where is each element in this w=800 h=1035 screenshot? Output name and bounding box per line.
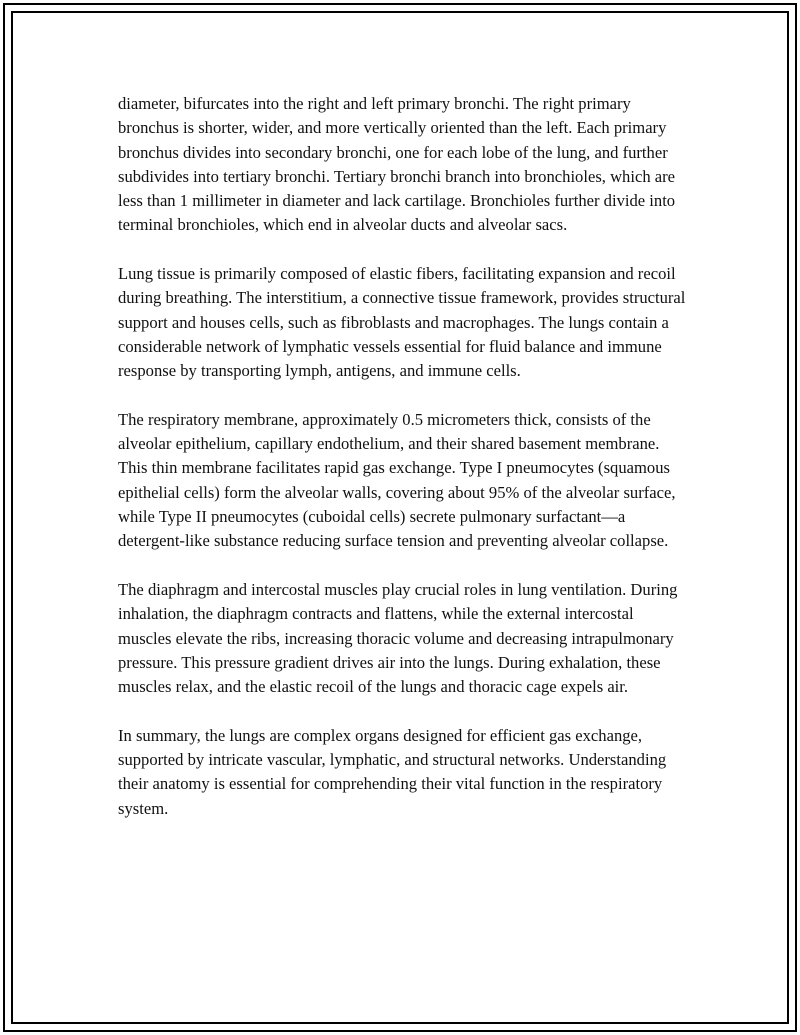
paragraph-lung-tissue: Lung tissue is primarily composed of elastic fibers, facilitating expansion and recoil during breathing. The interstitium, a connective tissue framework, provides structural support and houses cells, such as fibroblasts and macrophages. The lungs contain a considerable network of lymphatic vessels essential for fluid balance and immune response by transporting lymph, antigens, and immune cells. <box>118 264 686 381</box>
paragraph-bronchial-tree: diameter, bifurcates into the right and left primary bronchi. The right primary bronchus is shorter, wider, and more vertically oriented than the left. Each primary bronchus divides into secondary bronchi, one for each lobe of the lung, and further subdivides into tertiary bronchi. Tertiary bronchi branch into bronchioles, which are less than 1 millimeter in diameter and lack cartilage. Bronchioles further divide into terminal bronchioles, which end in alveolar ducts and alveolar sacs. <box>118 94 676 235</box>
paragraph-ventilation-muscles: The diaphragm and intercostal muscles play crucial roles in lung ventilation. During inhalation, the diaphragm contracts and flattens, while the external intercostal muscles elevate the ribs, increasing thoracic volume and decreasing intrapulmonary pressure. This pressure gradient drives air into the lungs. During exhalation, these muscles relax, and the elastic recoil of the lungs and thoracic cage expels air. <box>118 579 678 697</box>
paragraph-respiratory-membrane: The respiratory membrane, approximately 0.5 micrometers thick, consists of the alveolar epithelium, capillary endothelium, and their shared basement membrane. This thin membrane facilitates rapid gas exchange. Type I pneumocytes (squamous epithelial cells) form the alveolar walls, covering about 95% of the alveolar surface, while Type II pneumocytes (cuboidal cells) secrete pulmonary surfactant—a detergent-like substance reducing surface tension and preventing alveolar collapse. <box>118 409 676 551</box>
paragraph-summary: In summary, the lungs are complex organs designed for efficient gas exchange, supported by intricate vascular, lymphatic, and structural networks. Understanding their anatomy is essential for comprehending their vital function in the respiratory system. <box>118 725 667 818</box>
document-body <box>118 92 688 845</box>
